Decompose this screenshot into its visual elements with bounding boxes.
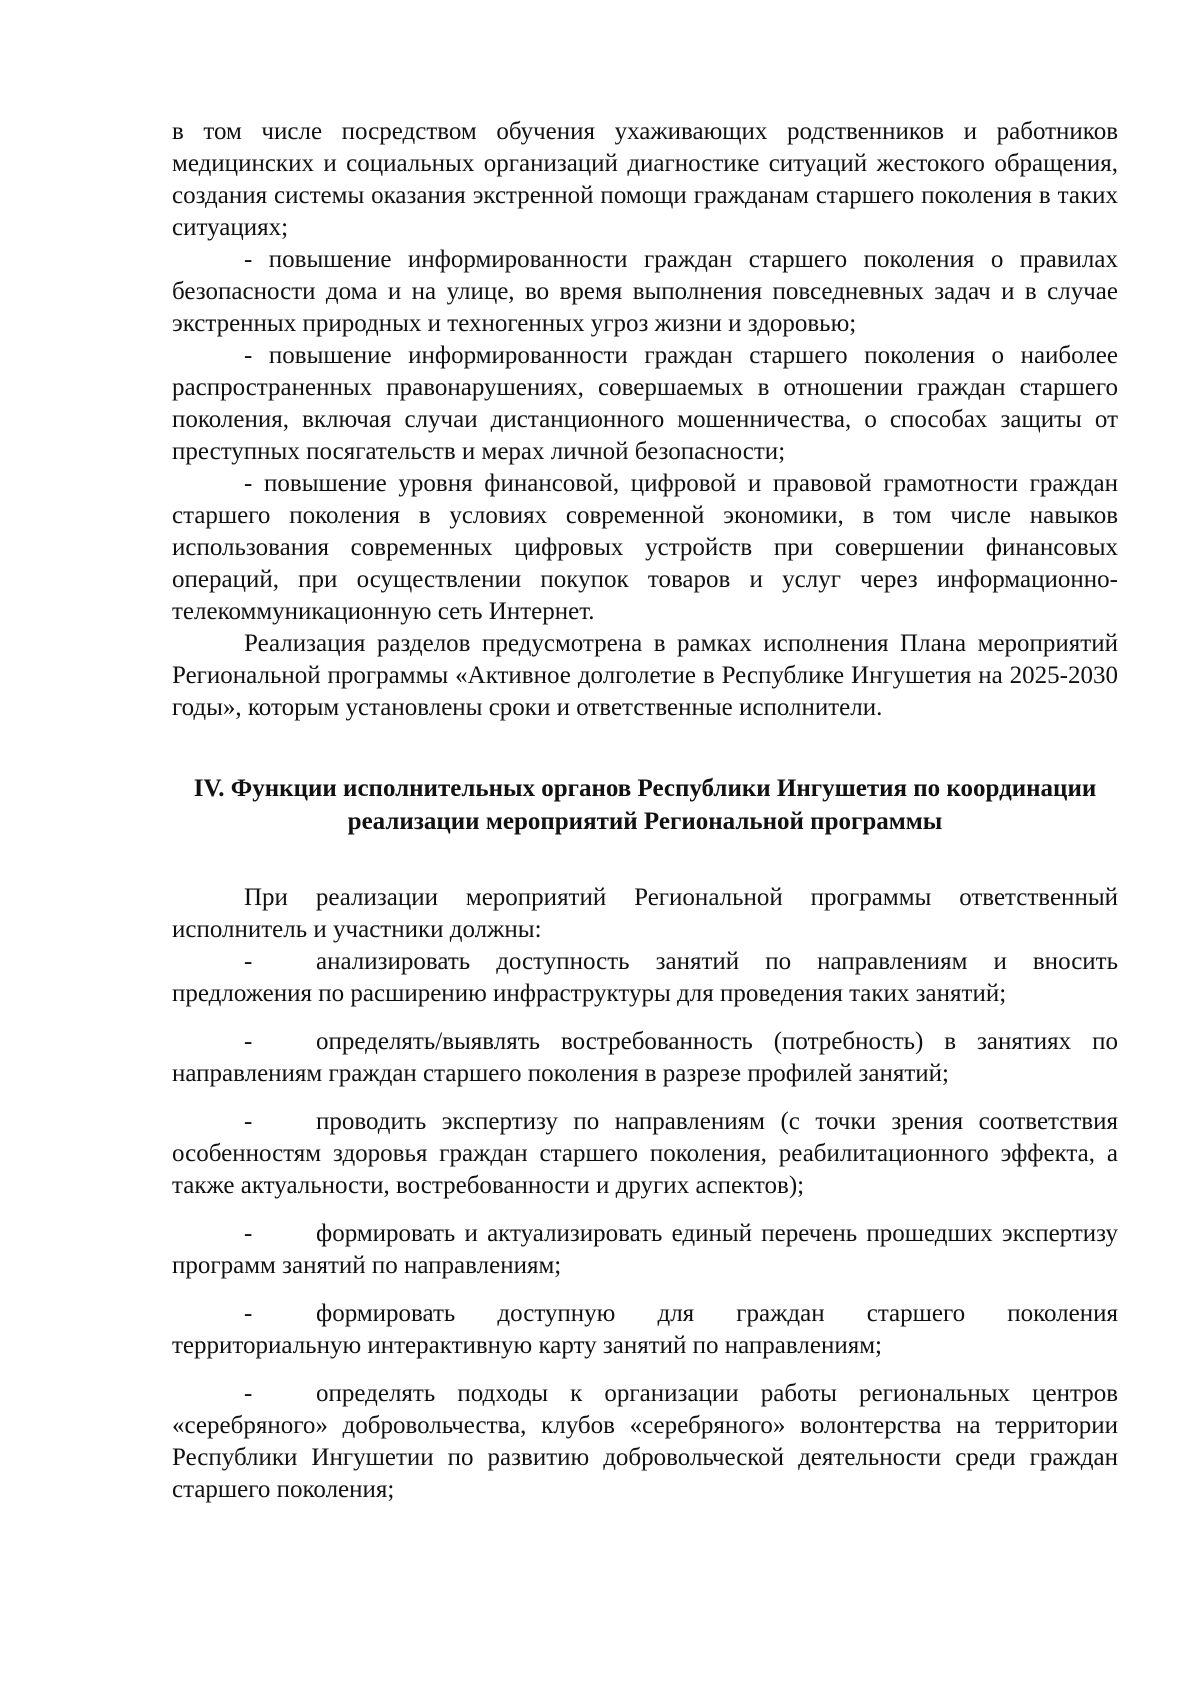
paragraph-offense-awareness: - повышение информированности граждан старшего поколения о наиболее распространенных правонарушениях, совершаемых в отношении граждан старшего поколения, включая случаи дистанционного мошенничества, о способах защиты от преступных посягательств и мерах личной безопасности;	[172, 342, 1118, 465]
list-item	[172, 1218, 1118, 1282]
list-item	[172, 1298, 1118, 1362]
list-item-text: определять подходы к организации работы региональных центров «серебряного» добровольчества, клубов «серебряного» волонтерства на территории Республики Ингушетии по развитию добровольческой деятельности среди граждан старшего поколения;	[172, 1380, 1118, 1503]
list-item-text: определять/выявлять востребованность (потребность) в занятиях по направлениям граждан старшего поколения в разрезе профилей занятий;	[172, 1028, 1118, 1087]
dash-marker: -	[244, 1380, 253, 1407]
list-item-text: формировать доступную для граждан старшего поколения территориальную интерактивную карту занятий по направлениям;	[172, 1300, 1118, 1359]
list-item	[172, 1106, 1118, 1202]
list-item	[172, 1378, 1118, 1506]
list-item	[172, 1026, 1118, 1090]
list-item-text: формировать и актуализировать единый перечень прошедших экспертизу программ занятий по направлениям;	[172, 1220, 1118, 1279]
dash-marker: -	[244, 1220, 253, 1247]
dash-marker: -	[244, 1028, 253, 1055]
dash-marker: -	[244, 1108, 253, 1135]
paragraph-implementation: Реализация разделов предусмотрена в рамках исполнения Плана мероприятий Региональной программы «Активное долголетие в Республике Ингушетия на 2025-2030 годы», которым установлены сроки и ответственные исполнители.	[172, 630, 1118, 721]
paragraph-safety-awareness: - повышение информированности граждан старшего поколения о правилах безопасности дома и на улице, во время выполнения повседневных задач и в случае экстренных природных и техногенных угроз жизни и здоровью;	[172, 246, 1118, 337]
dash-marker: -	[244, 948, 253, 975]
list-item-text: проводить экспертизу по направлениям (с точки зрения соответствия особенностям здоровья граждан старшего поколения, реабилитационного эффекта, а также актуальности, востребованности и других аспектов);	[172, 1108, 1118, 1199]
section-heading: IV. Функции исполнительных органов Республики Ингушетия по координации реализации мероприятий Региональной программы	[193, 775, 1097, 835]
paragraph-continuation: в том числе посредством обучения ухаживающих родственников и работников медицинских и социальных организаций диагностике ситуаций жестокого обращения, создания системы оказания экстренной помощи гражданам старшего поколения в таких ситуациях;	[172, 118, 1118, 241]
list-item-text: анализировать доступность занятий по направлениям и вносить предложения по расширению инфраструктуры для проведения таких занятий;	[172, 948, 1118, 1007]
dash-marker: -	[244, 1300, 253, 1327]
paragraph-financial-literacy: - повышение уровня финансовой, цифровой и правовой грамотности граждан старшего поколения в условиях современной экономики, в том числе навыков использования современных цифровых устройств при совершении финансовых операций, при осуществлении покупок товаров и услуг через информационно-телекоммуникационную сеть Интернет.	[172, 470, 1118, 625]
paragraph-intro: При реализации мероприятий Региональной программы ответственный исполнитель и участники должны:	[172, 884, 1118, 943]
list-item	[172, 946, 1118, 1010]
document-body	[172, 116, 1118, 1506]
